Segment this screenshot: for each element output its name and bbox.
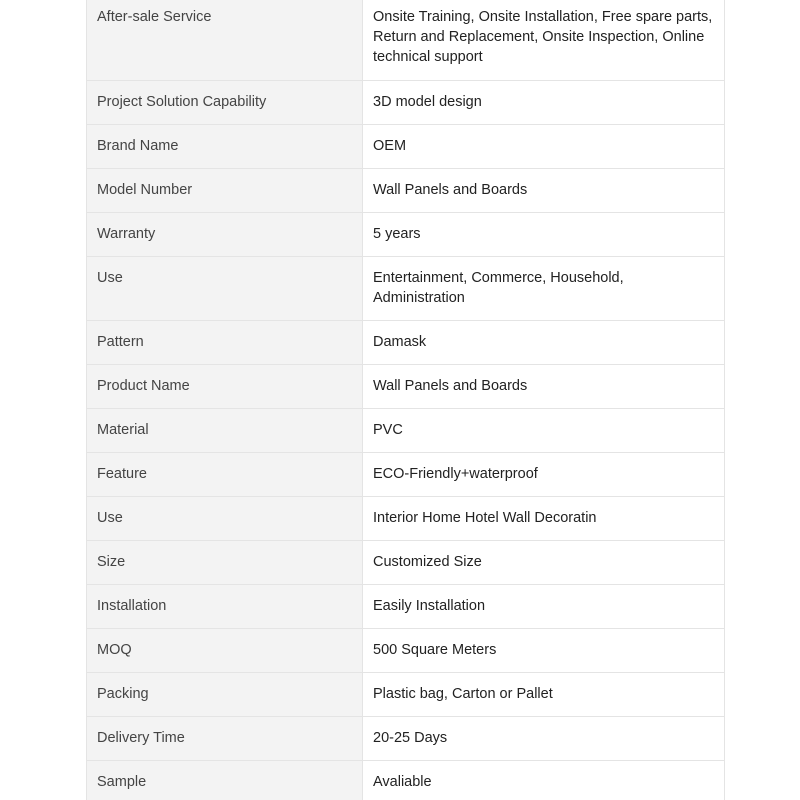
spec-key: Sample: [87, 760, 363, 800]
spec-key: Use: [87, 496, 363, 540]
table-row: [87, 672, 725, 716]
table-row: [87, 760, 725, 800]
spec-key: Product Name: [87, 364, 363, 408]
table-row: [87, 408, 725, 452]
spec-value: Wall Panels and Boards: [363, 168, 725, 212]
table-row: [87, 256, 725, 320]
spec-value: Avaliable: [363, 760, 725, 800]
spec-table: [86, 0, 725, 800]
spec-key: Warranty: [87, 212, 363, 256]
spec-value: Damask: [363, 320, 725, 364]
table-row: [87, 124, 725, 168]
spec-key: Brand Name: [87, 124, 363, 168]
spec-value: 500 Square Meters: [363, 628, 725, 672]
table-row: [87, 0, 725, 80]
table-row: [87, 364, 725, 408]
table-row: [87, 80, 725, 124]
spec-key: Pattern: [87, 320, 363, 364]
table-row: [87, 496, 725, 540]
spec-key: Delivery Time: [87, 716, 363, 760]
table-row: [87, 212, 725, 256]
table-row: [87, 540, 725, 584]
spec-table-container: [86, 0, 725, 800]
spec-value: Customized Size: [363, 540, 725, 584]
spec-key: Feature: [87, 452, 363, 496]
spec-key: Model Number: [87, 168, 363, 212]
spec-key: Packing: [87, 672, 363, 716]
spec-key: MOQ: [87, 628, 363, 672]
spec-key: Project Solution Capability: [87, 80, 363, 124]
spec-value: 20-25 Days: [363, 716, 725, 760]
table-row: [87, 320, 725, 364]
spec-value: Entertainment, Commerce, Household, Administration: [363, 256, 725, 320]
spec-value: Plastic bag, Carton or Pallet: [363, 672, 725, 716]
spec-value: 3D model design: [363, 80, 725, 124]
spec-value: Onsite Training, Onsite Installation, Free spare parts, Return and Replacement, Onsite Inspection, Online technical support: [363, 0, 725, 80]
spec-value: Wall Panels and Boards: [363, 364, 725, 408]
spec-value: PVC: [363, 408, 725, 452]
spec-value: OEM: [363, 124, 725, 168]
spec-key: Use: [87, 256, 363, 320]
spec-value: 5 years: [363, 212, 725, 256]
spec-key: Material: [87, 408, 363, 452]
spec-key: After-sale Service: [87, 0, 363, 80]
table-row: [87, 168, 725, 212]
table-row: [87, 716, 725, 760]
spec-key: Installation: [87, 584, 363, 628]
spec-value: Easily Installation: [363, 584, 725, 628]
table-row: [87, 452, 725, 496]
table-row: [87, 584, 725, 628]
table-row: [87, 628, 725, 672]
spec-value: ECO-Friendly+waterproof: [363, 452, 725, 496]
spec-value: Interior Home Hotel Wall Decoratin: [363, 496, 725, 540]
spec-key: Size: [87, 540, 363, 584]
